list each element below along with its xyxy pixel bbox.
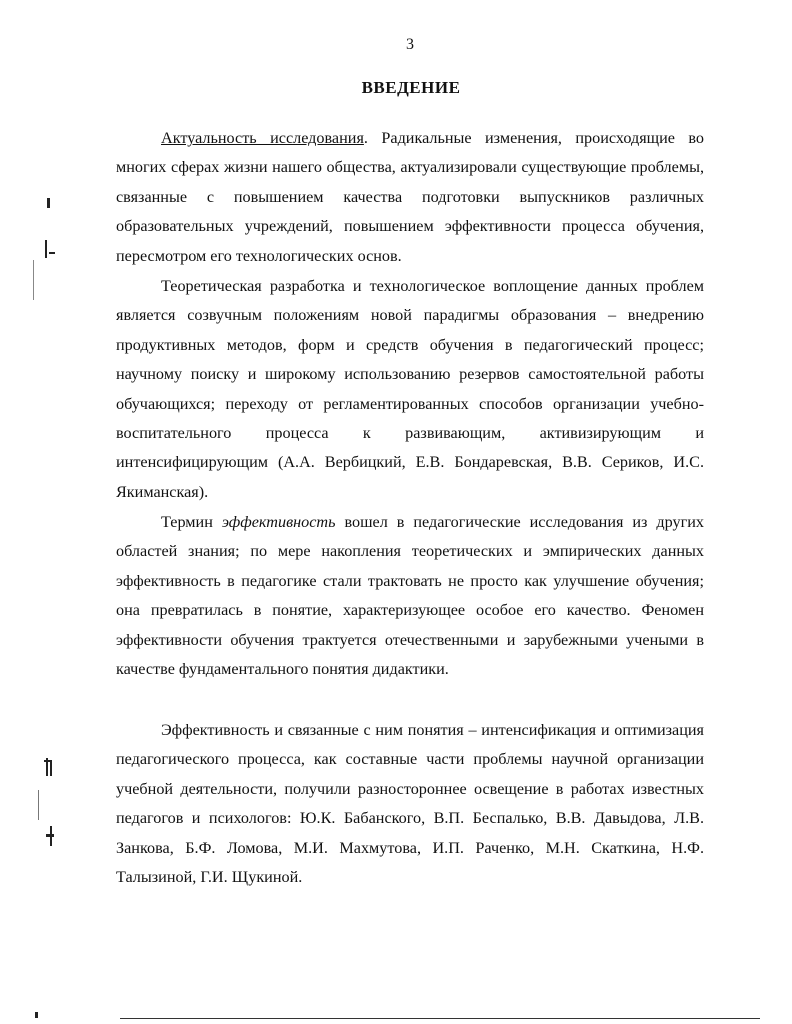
scan-artifact bbox=[45, 240, 47, 258]
paragraph-text: Термин bbox=[161, 513, 222, 531]
section-lead: Актуальность исследования bbox=[161, 129, 364, 147]
scan-artifact bbox=[50, 762, 52, 776]
emphasized-term: эффективность bbox=[221, 513, 336, 531]
paragraph-text: . Радикальные изменения, происходящие во многих сферах жизни нашего общества, актуализировали существующие проблемы, связанные с повышением качества подготовки выпускников различных образовательных учреждений, повышением эффективности процесса обучения, пересмотром его технологических основ. bbox=[116, 129, 705, 265]
scan-artifact bbox=[50, 826, 52, 846]
scan-artifact bbox=[49, 252, 55, 254]
paragraph-theory bbox=[116, 272, 704, 507]
scan-artifact bbox=[47, 198, 50, 208]
paragraph-text: Эффективность и связанные с ним понятия – интенсификация и оптимизация педагогического процесса, как составные части проблемы научной организации учебной деятельности, получили разностороннее освещение в работах известных педагогов и психологов: Ю.К. Бабанского, В.П. Беспалько, В.В. Давыдова, Л.В. Занкова, Б.Ф. Ломова, М.И. Махмутова, И.П. Раченко, М.Н. Скаткина, Н.Ф. Талызиной, Г.И. Щукиной. bbox=[116, 721, 704, 887]
paragraph-relevance bbox=[116, 124, 704, 271]
scan-artifact bbox=[38, 790, 39, 820]
scan-artifact bbox=[33, 260, 34, 300]
paragraph-text: вошел в педагогические исследования из других областей знания; по мере накопления теоретических и эмпирических данных эффективность в педагогике стали трактовать не просто как улучшение обучения; она превратилась в понятие, характеризующее особое его качество. Феномен эффективности обучения трактуется отечественными и зарубежными учеными в качестве фундаментального понятия дидактики. bbox=[116, 513, 705, 679]
page-number: 3 bbox=[406, 36, 414, 53]
paragraph-term bbox=[116, 508, 704, 684]
paragraph-efficiency bbox=[116, 716, 704, 892]
paragraph-text: Теоретическая разработка и технологическое воплощение данных проблем является созвучным положениям новой парадигмы образования – внедрению продуктивных методов, форм и средств обучения в педагогический процесс; научному поиску и широкому использованию резервов самостоятельной работы обучающихся; переходу от регламентированных способов организации учебно-воспитательного процесса к развивающим, активизирующим и интенсифицирующим (А.А. Вербицкий, Е.В. Бондаревская, В.В. Сериков, И.С. Якиманская). bbox=[116, 277, 704, 501]
page-title: ВВЕДЕНИЕ bbox=[361, 78, 461, 97]
scan-artifact bbox=[46, 758, 48, 776]
scan-artifact bbox=[35, 1012, 38, 1018]
footer-divider bbox=[120, 1018, 760, 1019]
